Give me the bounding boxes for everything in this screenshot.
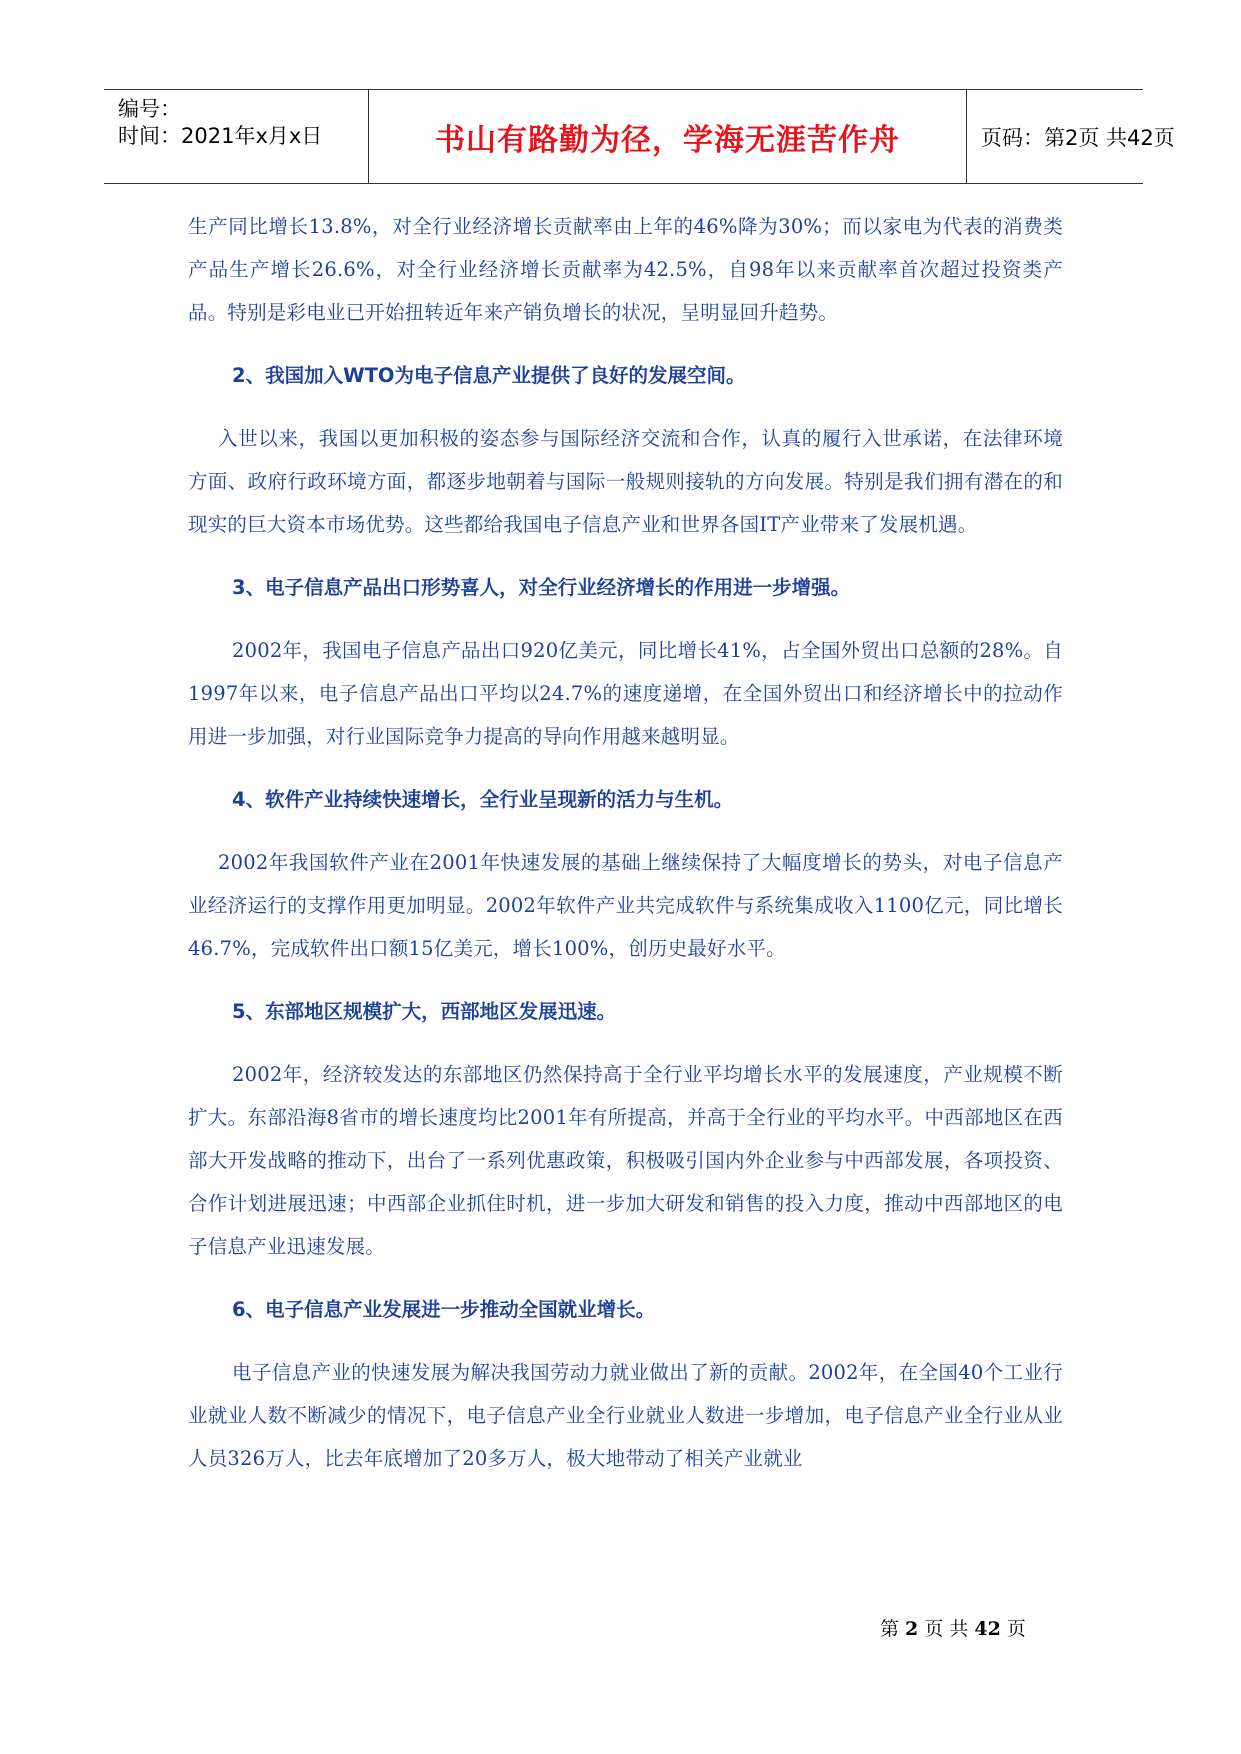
paragraph: 入世以来，我国以更加积极的姿态参与国际经济交流和合作，认真的履行入世承诺，在法律环境方面、政府行政环境方面，都逐步地朝着与国际一般规则接轨的方向发展。特别是我们拥有潜在的和现实的巨大资本市场优势。这些都给我国电子信息产业和世界各国IT产业带来了发展机遇。 <box>188 427 1063 536</box>
footer-page-number: 2 <box>905 1618 919 1640</box>
page-footer <box>880 1614 1026 1641</box>
section-heading: 6、电子信息产业发展进一步推动全国就业增长。 <box>232 1298 656 1321</box>
header-page-info: 页码：第2页 共42页 <box>981 125 1175 150</box>
paragraph: 电子信息产业的快速发展为解决我国劳动力就业做出了新的贡献。2002年，在全国40个工业行业就业人数不断减少的情况下，电子信息产业全行业就业人数进一步增加，电子信息产业全行业从业人员326万人，比去年底增加了20多万人，极大地带动了相关产业就业 <box>188 1361 1063 1470</box>
number-label: 编号： <box>118 97 181 121</box>
document-header <box>104 89 1175 184</box>
paragraph: 2002年，我国电子信息产品出口920亿美元，同比增长41%，占全国外贸出口总额的28%。自1997年以来，电子信息产品出口平均以24.7%的速度递增，在全国外贸出口和经济增长中的拉动作用进一步加强，对行业国际竞争力提高的导向作用越来越明显。 <box>188 639 1063 748</box>
section-heading: 5、东部地区规模扩大，西部地区发展迅速。 <box>232 1000 617 1023</box>
time-label: 时间：2021年x月x日 <box>118 124 323 148</box>
section-heading: 4、软件产业持续快速增长，全行业呈现新的活力与生机。 <box>232 788 734 811</box>
footer-total-pages: 42 <box>974 1618 1001 1640</box>
document-body <box>188 205 1063 1480</box>
footer-prefix: 第 <box>880 1618 906 1640</box>
footer-middle: 页 共 <box>918 1618 975 1640</box>
header-motto: 书山有路勤为径，学海无涯苦作舟 <box>369 90 967 183</box>
paragraph: 生产同比增长13.8%，对全行业经济增长贡献率由上年的46%降为30%；而以家电为代表的消费类产品生产增长26.6%，对全行业经济增长贡献率为42.5%，自98年以来贡献率首次超过投资类产品。特别是彩电业已开始扭转近年来产销负增长的状况，呈明显回升趋势。 <box>188 215 1063 324</box>
section-heading: 2、我国加入WTO为电子信息产业提供了良好的发展空间。 <box>232 364 746 387</box>
paragraph: 2002年，经济较发达的东部地区仍然保持高于全行业平均增长水平的发展速度，产业规模不断扩大。东部沿海8省市的增长速度均比2001年有所提高，并高于全行业的平均水平。中西部地区在西部大开发战略的推动下，出台了一系列优惠政策，积极吸引国内外企业参与中西部发展，各项投资、合作计划进展迅速；中西部企业抓住时机，进一步加大研发和销售的投入力度，推动中西部地区的电子信息产业迅速发展。 <box>188 1063 1063 1258</box>
paragraph: 2002年我国软件产业在2001年快速发展的基础上继续保持了大幅度增长的势头，对电子信息产业经济运行的支撑作用更加明显。2002年软件产业共完成软件与系统集成收入1100亿元，同比增长46.7%，完成软件出口额15亿美元，增长100%，创历史最好水平。 <box>188 851 1063 960</box>
section-heading: 3、电子信息产品出口形势喜人，对全行业经济增长的作用进一步增强。 <box>232 576 851 599</box>
header-meta <box>104 90 369 183</box>
footer-suffix: 页 <box>1000 1618 1026 1640</box>
